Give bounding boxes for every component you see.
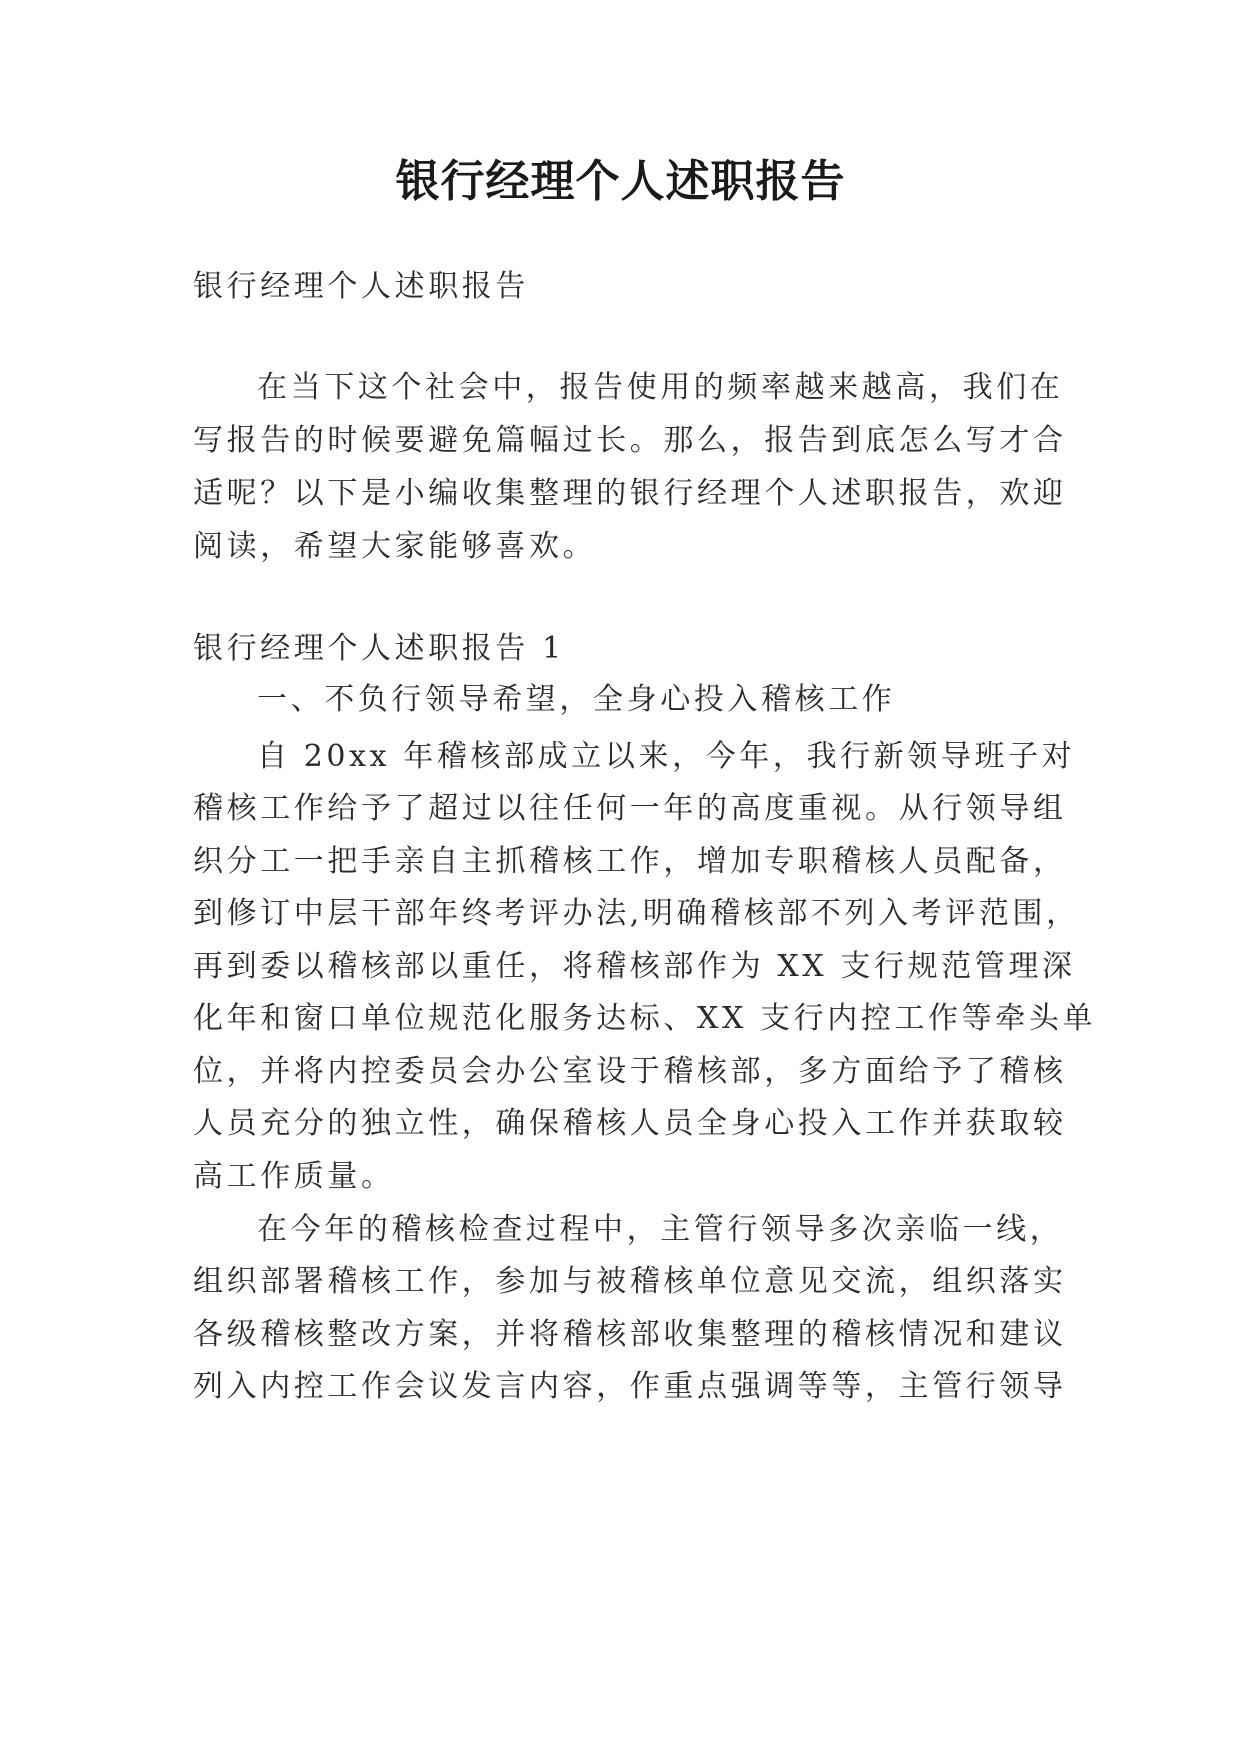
subtitle: 银行经理个人述职报告: [193, 269, 529, 304]
para1-line-7: 位，并将内控委员会办公室设于稽核部，多方面给予了稽核: [193, 1054, 1067, 1089]
para1-line-2: 稽核工作给予了超过以往任何一年的高度重视。从行领导组: [193, 791, 1067, 826]
para1-line-9: 高工作质量。: [193, 1159, 395, 1194]
para1-line-3: 织分工一把手亲自主抓稽核工作，增加专职稽核人员配备，: [193, 844, 1067, 879]
para1-line-8: 人员充分的独立性，确保稽核人员全身心投入工作并获取较: [193, 1106, 1067, 1141]
section-heading: 一、不负行领导希望，全身心投入稽核工作: [257, 682, 896, 717]
intro-line-3: 适呢？以下是小编收集整理的银行经理个人述职报告，欢迎: [193, 476, 1067, 511]
para1-line-4: 到修订中层干部年终考评办法,明确稽核部不列入考评范围，: [193, 896, 1080, 931]
para2-line-1: 在今年的稽核检查过程中，主管行领导多次亲临一线，: [257, 1212, 1064, 1247]
intro-line-4: 阅读，希望大家能够喜欢。: [193, 529, 597, 564]
para1-line-5: 再到委以稽核部以重任，将稽核部作为 XX 支行规范管理深: [193, 949, 1076, 984]
intro-line-1: 在当下这个社会中，报告使用的频率越来越高，我们在: [257, 370, 1064, 405]
para2-line-2: 组织部署稽核工作，参加与被稽核单位意见交流，组织落实: [193, 1264, 1067, 1299]
para1-line-1: 自 20xx 年稽核部成立以来，今年，我行新领导班子对: [257, 739, 1076, 774]
document-title: 银行经理个人述职报告: [395, 156, 846, 207]
intro-line-2: 写报告的时候要避免篇幅过长。那么，报告到底怎么写才合: [193, 423, 1067, 458]
para2-line-3: 各级稽核整改方案，并将稽核部收集整理的稽核情况和建议: [193, 1317, 1067, 1352]
para2-line-4: 列入内控工作会议发言内容，作重点强调等等，主管行领导: [193, 1369, 1067, 1404]
section-title: 银行经理个人述职报告 1: [193, 631, 565, 666]
para1-line-6: 化年和窗口单位规范化服务达标、XX 支行内控工作等牵头单: [193, 1001, 1097, 1036]
